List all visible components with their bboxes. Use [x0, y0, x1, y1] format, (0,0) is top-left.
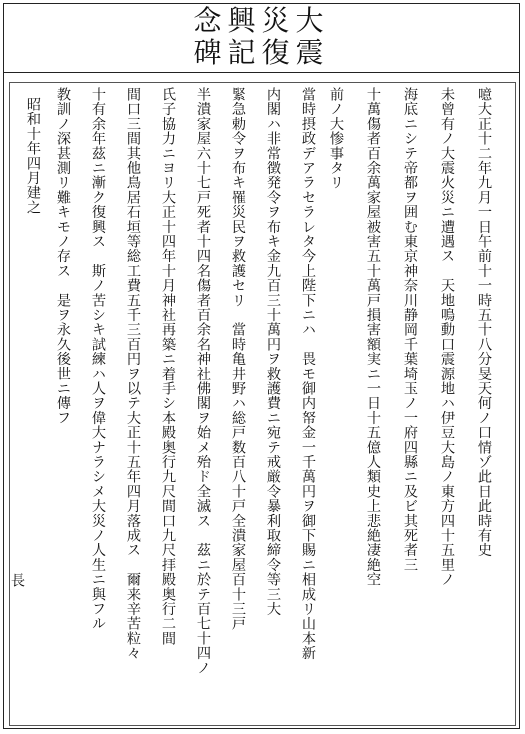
inscription-column-2: 未曾有ノ大震火災ニ遭遇ス 天地鳴動口震源地ハ伊豆大島ノ東方四十五里ノ — [439, 87, 455, 587]
inscription-column-11: 間口三間其他鳥居石垣等総工費五千三百円ヲ以テ大正十五年四月落成ス 爾来辛苦粒々 — [125, 87, 141, 661]
inscription-column-6: 當時摂政デアラセラレタ今上陛下ニハ 畏モ御内帑金一千萬円ヲ御下賜ニ相成リ山本新 — [300, 87, 316, 661]
inscription-column-7: 内閣ハ非常徴発令ヲ布キ金九百三十萬円ヲ救護費ニ宛テ戒厳令暴利取締令等三大 — [265, 87, 281, 617]
title-block — [4, 4, 519, 72]
inscription-column-3: 海底ニシテ帝都ヲ囲む東京神奈川静岡千葉埼玉ノ一府四縣ニ及ビ其死者三 — [402, 87, 418, 573]
inscription-column-9: 半潰家屋六十七戸死者十四名傷者百余名神社佛閣ヲ始メ殆ド全滅ス 茲ニ於テ百七十四ノ — [195, 87, 211, 675]
signature: 長 — [9, 573, 25, 588]
inscription-column-10: 氏子協力ニヨリ大正十四年十月神社再築ニ着手シ本殿奥行九尺間口九尺拝殿奥行二間 — [160, 87, 176, 646]
inscription-column-8: 緊急勅令ヲ布キ罹災民ヲ救護セリ 當時亀井野ハ総戸数百八十戸全潰家屋百十三戸 — [230, 87, 246, 631]
title-divider — [3, 72, 520, 73]
title-line-1: 念興災大 — [193, 4, 330, 37]
inscription-column-5: 前ノ大惨事タリ — [328, 87, 344, 190]
inscription-column-13: 教訓ノ深甚測リ難キモノ存ス 是ヲ永久後世ニ傳フ — [55, 87, 71, 426]
inscription-panel — [9, 82, 516, 726]
erection-date: 昭和十年四月建之 — [25, 97, 41, 215]
title-line-2: 碑記復震 — [193, 36, 330, 69]
inscription-column-1: 噫大正十二年九月一日午前十一時五十八分旻天何ノ口情ゾ此日此時有史 — [476, 87, 492, 558]
inscription-column-12: 十有余年茲ニ漸ク復興ス 斯ノ苦シキ試練ハ人ヲ偉大ナラシメ大災ノ人生ニ與フル — [90, 87, 106, 631]
inscription-column-4: 十萬傷者百余萬家屋被害五十萬戸損害額実ニ一日十五億人類史上悲絶凄絶空 — [365, 87, 381, 587]
